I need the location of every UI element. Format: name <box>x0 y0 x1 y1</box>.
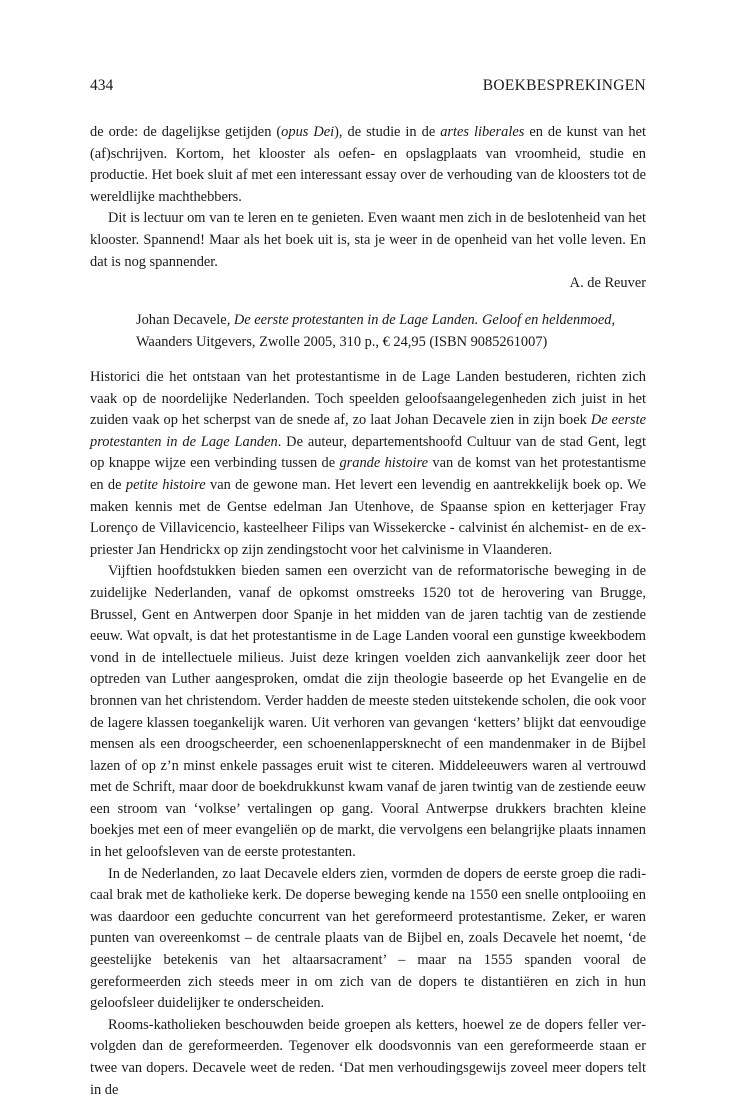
text-run: ), de studie in de <box>334 124 441 140</box>
paragraph: Dit is lectuur om van te leren en te genieten. Even waant men zich in de beslotenheid van het klooster. Spannend! Maar als het boek uit is, sta je weer in de openheid van het volle leven. En dat is nog spannender. <box>90 210 646 270</box>
text-run: Historici die het ontstaan van het protestantisme in de Lage Landen bestuderen, richten zich vaak op de noordelijke Nederlanden. Toch speelden geloofsaangelegenheden zich juist in het zuiden vaak op het scherpst van de snede af, zo laat Johan Decavele zien in zijn boek <box>90 369 646 429</box>
paragraph: Vijftien hoofdstukken bieden samen een overzicht van de reformatorische beweging in de zuidelijke Nederlanden, vanaf de opkomst omstreeks 1520 tot de herovering van Brugge, Brussel, Gent en Antwerpen door Spanje in het midden van de jaren tachtig van de zestiende eeuw. Wat opvalt, is dat het protestantisme in de Lage Landen vooral een gunstige kweekbodem vond in de intellectuele milieus. Juist deze kringen voelden zich aanvankelijk zeer door het optreden van Luther aangesproken, omdat die zijn theologie baseerde op het Evangelie en de bronnen van het christendom. Verder hadden de meeste steden uitstekende scholen, die ook voor de lagere klassen toegankelijk waren. Uit verhoren van gevangen ‘ketters’ blijkt dat eenvoudige mensen als een droogscheerder, een schoenenlappersknecht of een mandenmaker in de Bijbel lazen of op z’n minst enkele passages eruit wist te citeren. Middeleeuwers waren al vertrouwd met de Schrift, maar door de boekdrukkunst kwam vanaf de jaren twintig van de zestiende eeuw een stroom van ‘volkse’ vertalingen op gang. Vooral Antwerpse drukkers brachten kleine boekjes met een of meer evangeliën op de markt, die vervolgens een belangrijke plaats innamen in het geloofsleven van de eerste protestanten. <box>90 563 646 861</box>
review-ending <box>90 122 646 295</box>
italic-term: De eerste protestanten in de Lage Landen <box>90 412 646 450</box>
text-run: van de komst van het protestantisme en de <box>90 455 646 493</box>
book-citation <box>136 310 646 353</box>
reviewer-signature: A. de Reuver <box>569 275 646 292</box>
citation-author: Johan Decavele, <box>136 312 234 328</box>
paragraph <box>90 122 646 208</box>
italic-term: grande histoire <box>339 455 429 472</box>
text-run: . De auteur, departementshoofd Cultuur van de stad Gent, legt op knappe wijze een verbinding tussen de <box>90 433 646 472</box>
citation-details: , Waanders Uitgevers, Zwolle 2005, 310 p., € 24,95 (ISBN 9085261007) <box>136 312 616 350</box>
page-header <box>90 76 646 96</box>
citation-title: De eerste protestanten in de Lage Landen. Geloof en heldenmoed <box>233 312 612 328</box>
section-title: BOEKBESPREKINGEN <box>482 77 646 94</box>
text-run: de orde: de dagelijkse getijden ( <box>90 124 282 140</box>
text-run: van de gewone man. Het levert een levendig en aantrekkelijk boek op. We maken kennis met de Gentse edelman Jan Utenhove, de Spaanse spion en ketterjager Fray Lorenço de Villavicencio, kasteelheer Filips van Wissekercke - calvinist én alchemist- en de ex-priester Jan Hendrickx op zijn zendingstocht voor het calvinisme in Vlaanderen. <box>90 476 646 558</box>
page-number: 434 <box>90 77 114 94</box>
italic-term: opus Dei <box>281 124 335 140</box>
italic-term: artes liberales <box>440 124 525 140</box>
text-run: en de kunst van het (af)schrijven. Kortom, het klooster als oefen- en opslagplaats van vroomheid, studie en productie. Het boek sluit af met een interessant essay over de verhouding van de kloosters tot de wereldlijke machthebbers. <box>90 124 646 205</box>
review-body <box>90 367 646 1101</box>
paragraph: Rooms-katholieken beschouwden beide groepen als ketters, hoewel ze de dopers feller vervolgden dan de gereformeerden. Tegenover elk doodsvonnis van een gereformeerde staan er twee van dopers. Decavele weet de reden. ‘Dat men verhoudingsgewijs zoveel meer dopers telt in de <box>90 1016 646 1098</box>
italic-term: petite histoire <box>125 476 206 493</box>
paragraph <box>90 367 646 561</box>
paragraph: In de Nederlanden, zo laat Decavele elders zien, vormden de dopers de eerste groep die radicaal brak met de katholieke kerk. De doperse beweging kende na 1550 een snelle ontplooiing en was daardoor een geduchte concurrent van het gereformeerd protestantisme. Zeker, er waren punten van overeenkomst – de centrale plaats van de Bijbel en, zoals Decavele het noemt, ‘de geestelijke betekenis van het altaarsacrament’ – maar na 1555 spanden vooral de gereformeerden zich steeds meer in om zich van de dopers te distantiëren en zich in hun geloofsleer duidelijker te onderscheiden. <box>90 865 646 1012</box>
